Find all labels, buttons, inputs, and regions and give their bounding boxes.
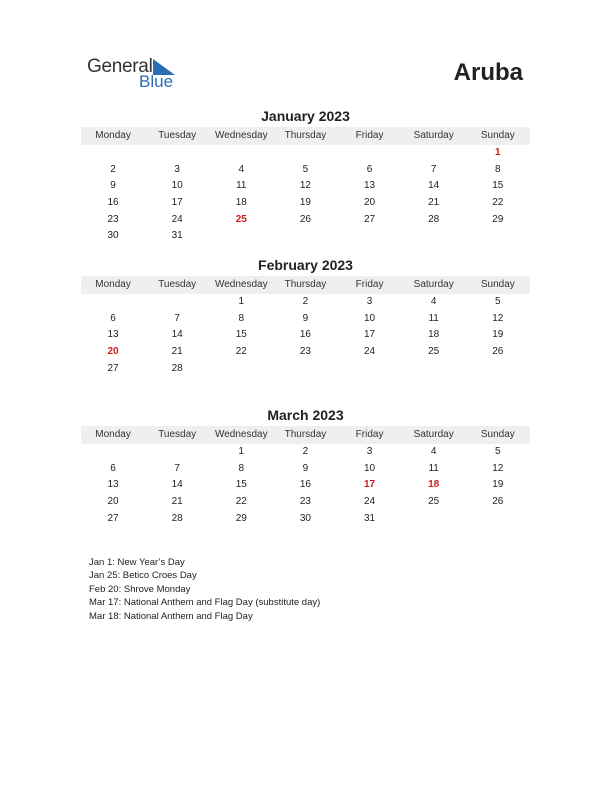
date-cell: 23 xyxy=(299,346,311,358)
date-cell: 15 xyxy=(235,479,247,491)
month-calendar-january xyxy=(81,107,530,245)
date-cell: 20 xyxy=(364,197,376,209)
month-title: February 2023 xyxy=(258,257,353,273)
date-cell: 28 xyxy=(171,362,183,374)
date-cell: 17 xyxy=(364,329,376,341)
date-cell: 24 xyxy=(364,346,376,358)
holiday-date-cell: 18 xyxy=(428,479,440,491)
month-calendar-march xyxy=(81,406,530,527)
date-cell: 29 xyxy=(492,213,504,225)
date-cell: 12 xyxy=(299,180,311,192)
date-cell: 29 xyxy=(235,512,247,524)
date-cell xyxy=(402,361,466,378)
date-cell: 10 xyxy=(364,462,376,474)
date-cell: 19 xyxy=(299,197,311,209)
logo-text-blue: Blue xyxy=(139,72,174,91)
date-cell: 3 xyxy=(174,163,180,175)
date-cell: 12 xyxy=(492,312,504,324)
weekday-header-row xyxy=(81,127,530,145)
week-row xyxy=(81,361,530,378)
week-row xyxy=(81,162,530,179)
date-cell: 24 xyxy=(171,213,183,225)
date-cell: 20 xyxy=(107,496,119,508)
week-row xyxy=(81,494,530,511)
date-cell: 14 xyxy=(428,180,440,192)
weekday-label: Monday xyxy=(95,279,131,290)
week-row xyxy=(81,178,530,195)
holiday-date-cell: 17 xyxy=(364,479,376,491)
date-cell: 27 xyxy=(107,362,119,374)
month-calendar-february xyxy=(81,256,530,377)
week-row xyxy=(81,228,530,245)
logo xyxy=(87,55,187,95)
holiday-date-cell: 20 xyxy=(107,346,119,358)
country-title: Aruba xyxy=(453,59,523,86)
date-cell xyxy=(209,361,273,378)
weekday-label: Tuesday xyxy=(158,429,197,440)
weekday-label: Friday xyxy=(355,279,384,290)
weekday-label: Sunday xyxy=(480,130,515,141)
date-cell: 7 xyxy=(174,462,180,474)
weekday-label: Friday xyxy=(355,429,384,440)
date-cell: 25 xyxy=(428,496,440,508)
date-cell xyxy=(338,361,402,378)
week-row xyxy=(81,461,530,478)
date-cell: 28 xyxy=(428,213,440,225)
date-cell: 16 xyxy=(299,329,311,341)
weekday-label: Thursday xyxy=(284,279,327,290)
date-cell: 17 xyxy=(171,197,183,209)
holiday-list xyxy=(89,556,329,623)
weekday-header-row xyxy=(81,276,530,294)
weekday-label: Tuesday xyxy=(158,130,197,141)
holiday-date-cell: 1 xyxy=(495,147,501,158)
date-cell: 23 xyxy=(107,213,119,225)
date-cell: 5 xyxy=(495,446,501,457)
weekday-label: Saturday xyxy=(413,429,454,440)
date-cell: 19 xyxy=(492,329,504,341)
date-cell: 7 xyxy=(174,312,180,324)
date-cell: 28 xyxy=(171,512,183,524)
date-cell: 6 xyxy=(110,462,116,474)
date-cell: 7 xyxy=(430,163,437,175)
week-row xyxy=(81,477,530,494)
holiday-list-item: Mar 17: National Anthem and Flag Day (substitute day) xyxy=(89,597,321,609)
date-cell: 9 xyxy=(302,312,309,324)
date-cell: 26 xyxy=(492,346,504,358)
date-cell: 4 xyxy=(430,446,437,457)
date-cell: 4 xyxy=(430,296,437,307)
date-cell: 27 xyxy=(107,512,119,524)
date-cell: 23 xyxy=(299,496,311,508)
week-row xyxy=(81,294,530,311)
date-cell xyxy=(273,145,337,162)
weekday-label: Monday xyxy=(95,429,131,440)
weekday-header-row xyxy=(81,426,530,444)
holiday-list-item: Mar 18: National Anthem and Flag Day xyxy=(89,610,253,622)
month-title: January 2023 xyxy=(261,108,350,124)
date-cell: 9 xyxy=(110,180,116,192)
date-cell: 13 xyxy=(107,479,119,491)
date-cell: 4 xyxy=(238,163,245,175)
weekday-label: Wednesday xyxy=(214,279,268,290)
date-cell xyxy=(209,145,273,162)
date-cell xyxy=(81,444,145,461)
date-cell: 21 xyxy=(171,496,183,508)
date-cell xyxy=(402,145,466,162)
week-row xyxy=(81,311,530,328)
date-cell: 1 xyxy=(238,296,245,307)
date-cell: 13 xyxy=(107,329,119,341)
holiday-list-item: Jan 25: Betico Croes Day xyxy=(89,570,197,582)
date-cell xyxy=(466,228,530,245)
weekday-label: Thursday xyxy=(284,429,327,440)
date-cell: 10 xyxy=(171,180,183,192)
date-cell xyxy=(81,294,145,311)
weekday-label: Saturday xyxy=(413,130,454,141)
holiday-list-item: Feb 20: Shrove Monday xyxy=(89,583,191,595)
date-cell: 8 xyxy=(238,462,245,474)
date-cell: 15 xyxy=(235,329,247,341)
weekday-label: Friday xyxy=(355,130,384,141)
week-row xyxy=(81,344,530,361)
date-cell: 31 xyxy=(364,512,376,524)
date-cell xyxy=(209,228,273,245)
date-cell: 19 xyxy=(492,479,504,491)
date-cell: 26 xyxy=(299,213,311,225)
date-cell xyxy=(145,444,209,461)
date-cell: 6 xyxy=(366,163,373,175)
date-cell: 21 xyxy=(171,346,183,358)
date-cell xyxy=(273,361,337,378)
weekday-label: Sunday xyxy=(480,279,515,290)
date-cell xyxy=(402,511,466,528)
date-cell: 21 xyxy=(428,197,440,209)
date-cell: 14 xyxy=(171,479,183,491)
date-cell: 10 xyxy=(364,312,376,324)
date-cell: 11 xyxy=(236,180,247,192)
weekday-label: Tuesday xyxy=(158,279,197,290)
date-cell: 30 xyxy=(107,230,119,242)
date-cell: 18 xyxy=(235,197,247,209)
date-cell: 13 xyxy=(364,180,376,192)
date-cell: 1 xyxy=(238,446,245,457)
date-cell: 11 xyxy=(428,462,439,474)
date-cell: 24 xyxy=(364,496,376,508)
date-cell: 22 xyxy=(492,197,504,209)
date-cell xyxy=(145,294,209,311)
date-cell xyxy=(466,361,530,378)
week-row xyxy=(81,327,530,344)
week-row xyxy=(81,145,530,162)
date-cell: 26 xyxy=(492,496,504,508)
holiday-date-cell: 25 xyxy=(235,213,247,225)
date-cell: 3 xyxy=(366,296,373,307)
date-cell: 2 xyxy=(302,296,309,307)
date-cell: 5 xyxy=(495,296,501,307)
date-cell: 15 xyxy=(492,180,504,192)
weekday-label: Wednesday xyxy=(214,429,268,440)
date-cell xyxy=(466,511,530,528)
date-cell: 6 xyxy=(110,312,116,324)
date-cell xyxy=(338,145,402,162)
date-cell: 16 xyxy=(107,197,119,209)
date-cell: 12 xyxy=(492,462,504,474)
date-cell xyxy=(273,228,337,245)
date-cell: 25 xyxy=(428,346,440,358)
date-cell xyxy=(145,145,209,162)
date-cell: 22 xyxy=(235,496,247,508)
date-cell: 5 xyxy=(302,163,309,175)
logo-text-general: General xyxy=(87,56,153,77)
date-cell: 11 xyxy=(428,312,439,324)
date-cell: 16 xyxy=(299,479,311,491)
date-cell xyxy=(338,228,402,245)
date-cell: 31 xyxy=(171,230,183,242)
weekday-label: Saturday xyxy=(413,279,454,290)
date-cell: 18 xyxy=(428,329,440,341)
date-cell: 2 xyxy=(110,163,116,175)
date-cell: 27 xyxy=(364,213,376,225)
date-cell xyxy=(81,145,145,162)
week-row xyxy=(81,511,530,528)
week-row xyxy=(81,195,530,212)
holiday-list-item: Jan 1: New Year’s Day xyxy=(89,557,185,568)
month-title: March 2023 xyxy=(267,407,344,423)
date-cell: 30 xyxy=(299,512,311,524)
date-cell: 8 xyxy=(238,312,245,324)
weekday-label: Monday xyxy=(95,130,131,141)
weekday-label: Wednesday xyxy=(214,130,268,141)
week-row xyxy=(81,444,530,461)
date-cell: 9 xyxy=(302,462,309,474)
date-cell: 3 xyxy=(366,446,373,457)
weekday-label: Thursday xyxy=(284,130,327,141)
week-row xyxy=(81,212,530,229)
date-cell: 22 xyxy=(235,346,247,358)
date-cell: 14 xyxy=(171,329,183,341)
date-cell xyxy=(402,228,466,245)
date-cell: 2 xyxy=(302,446,309,457)
weekday-label: Sunday xyxy=(480,429,515,440)
date-cell: 8 xyxy=(495,163,501,175)
